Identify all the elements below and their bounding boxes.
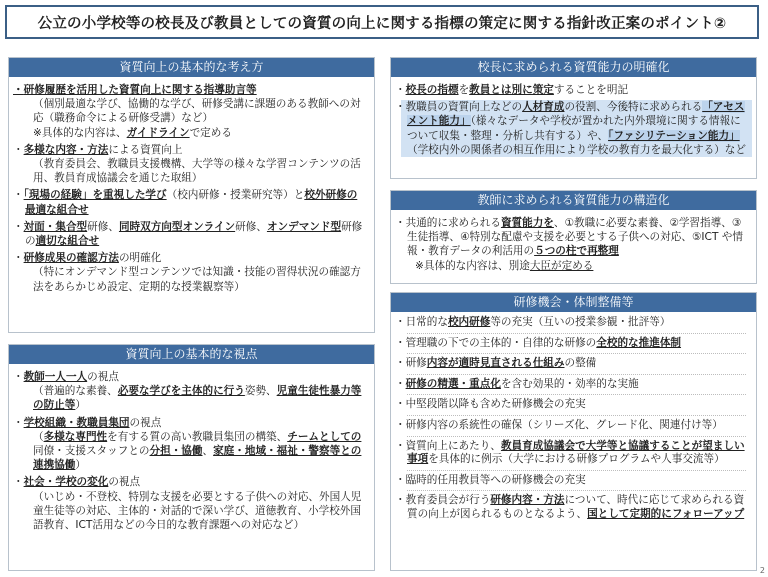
panel-principal-abilities xyxy=(390,57,757,179)
panel-heading: 校長に求められる資質能力の明確化 xyxy=(391,58,756,77)
list-item: ・ 研修履歴を活用した資質向上に関する指導助言等 （個別最適な学び、協働的な学び、研修受講に課題のある教師への対応（職務命令による研修受講）など） ※具体的な内容は、ガイドラインで定める xyxy=(25,83,364,140)
list-item: ・ 研修の精選・重点化を含む効果的・効率的な実施 xyxy=(407,378,746,396)
panel-heading: 資質向上の基本的な考え方 xyxy=(9,58,374,77)
list-item: ・ 研修成果の確認方法の明確化 （特にオンデマンド型コンテンツでは知識・技能の習得状況の確認方法をあらかじめ設定、定期的な授業観察等） xyxy=(25,251,364,294)
list-item: ・ 日常的な校内研修等の充実（互いの授業参観・批評等） xyxy=(407,316,746,334)
list-item: ・ 教師一人一人の視点 （普遍的な素養、必要な学びを主体的に行う姿勢、児童生徒性暴力等の防止等） xyxy=(25,370,364,413)
list-item: ・ 教職員の資質向上などの人材育成の役割、今後特に求められる「アセスメント能力」（様々なデータや学校が置かれた内外環境に関する情報について収集・整理・分析し共有する）や、「ファシリテーション能力」（学校内外の関係者の相互作用により学校の教育力を最大化する）など xyxy=(401,100,752,157)
panel-basic-viewpoint xyxy=(8,344,375,571)
list-item: ・ 校長の指標を教員とは別に策定することを明記 xyxy=(407,83,746,97)
list-item: ・ 教育委員会が行う研修内容・方法について、時代に応じて求められる資質の向上が図られるものとなるよう、国として定期的にフォローアップ xyxy=(407,494,746,524)
list-item: ・ 資質向上にあたり、教員育成協議会で大学等と協議することが望ましい事項を具体的に例示（大学における研修プログラムや人事交流等） xyxy=(407,440,746,471)
list-item: ・ 社会・学校の変化の視点 （いじめ・不登校、特別な支援を必要とする子供への対応、外国人児童生徒等の対応、主体的・対話的で深い学び、道徳教育、小学校外国語教育、ICT活用などの今日的な教育課題への対応など） xyxy=(25,475,364,532)
list-item: ・ 「現場の経験」を重視した学び（校内研修・授業研究等）と校外研修の最適な組合せ xyxy=(25,188,364,216)
panel-heading: 資質向上の基本的な視点 xyxy=(9,345,374,364)
list-item: ・ 研修内容の系統性の確保（シリーズ化、グレード化、関連付け等） xyxy=(407,419,746,437)
panel-teacher-structure xyxy=(390,190,757,284)
list-item: ・ 対面・集合型研修、同時双方向型オンライン研修、オンデマンド型研修の適切な組合せ xyxy=(25,220,364,248)
list-item: ・ 共通的に求められる資質能力を、①教職に必要な素養、②学習指導、③生徒指導、④特別な配慮や支援を必要とする子供への対応、⑤ICT や情報・教育データの利活用の５つの柱で再整理 ※具体的な内容は、別途大臣が定める xyxy=(407,216,746,273)
page-number: 2 xyxy=(759,566,765,575)
panel-heading: 教師に求められる資質能力の構造化 xyxy=(391,191,756,210)
panel-heading: 研修機会・体制整備等 xyxy=(391,293,756,312)
page-title: 公立の小学校等の校長及び教員としての資質の向上に関する指標の策定に関する指針改正案のポイント② xyxy=(5,5,759,39)
list-item: ・ 管理職の下での主体的・自律的な研修の全校的な推進体制 xyxy=(407,337,746,355)
list-item: ・ 研修内容が適時見直される仕組みの整備 xyxy=(407,357,746,375)
panel-training-system xyxy=(390,292,757,571)
panel-basic-approach xyxy=(8,57,375,333)
list-item: ・ 学校組織・教職員集団の視点 （多様な専門性を有する質の高い教職員集団の構築、チームとしての同僚・支援スタッフとの分担・協働、家庭・地域・福祉・警察等との連携協働） xyxy=(25,416,364,473)
list-item: ・ 多様な内容・方法による資質向上 （教育委員会、教職員支援機構、大学等の様々な学習コンテンツの活用、教員育成協議会を通じた取組） xyxy=(25,143,364,186)
list-item: ・ 中堅段階以降も含めた研修機会の充実 xyxy=(407,398,746,416)
list-item: ・ 臨時的任用教員等への研修機会の充実 xyxy=(407,474,746,492)
